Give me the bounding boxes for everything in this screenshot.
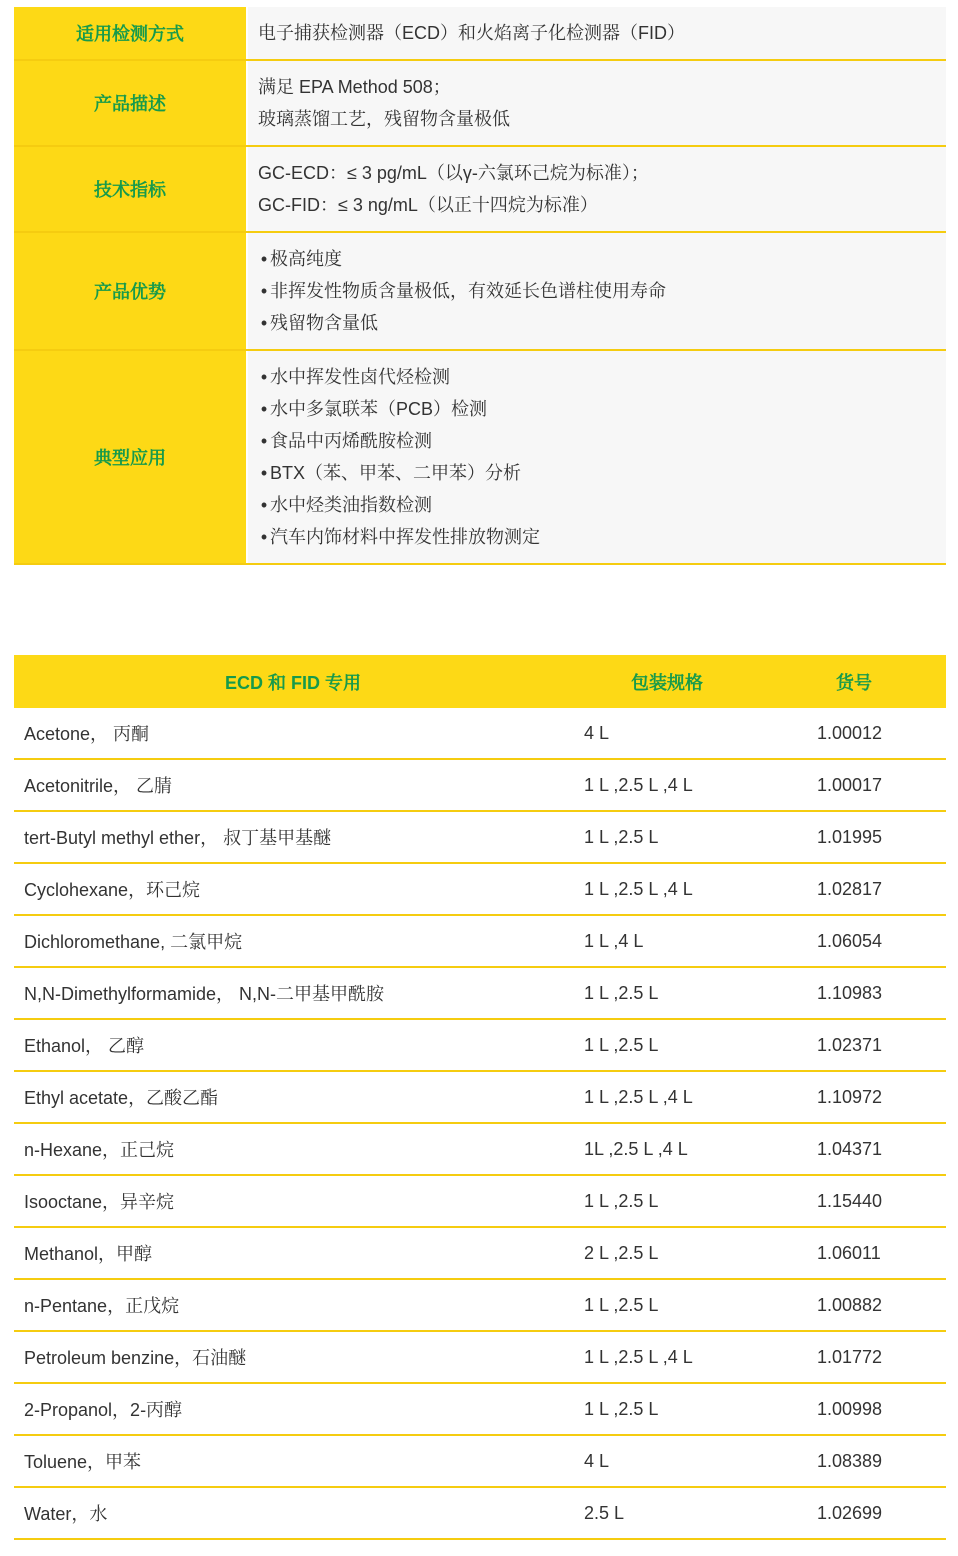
cell-package: 1 L ,2.5 L ,4 L: [584, 1346, 693, 1367]
spec-value: [248, 351, 946, 563]
cell-code: 1.00012: [817, 722, 883, 743]
cell-package: 1 L ,2.5 L: [584, 826, 659, 847]
cell-code: 1.02817: [817, 878, 883, 899]
bullet-dot: •: [260, 249, 268, 269]
bullet-item: [258, 521, 946, 553]
cell-package: 1 L ,2.5 L ,4 L: [584, 1086, 693, 1107]
bullet-dot: •: [260, 527, 268, 547]
cell-name: n-Hexane，正己烷: [24, 1140, 175, 1160]
table-row: [14, 1020, 946, 1072]
product-table: [14, 655, 946, 1540]
product-table-body: [14, 708, 946, 1540]
cell-package: 1 L ,2.5 L ,4 L: [584, 774, 693, 795]
header-package: 包装规格: [631, 672, 703, 693]
bullet-dot: •: [260, 313, 268, 333]
product-table-header: [14, 655, 946, 708]
spec-line: GC-ECD：≤ 3 pg/mL（以γ-六氯环己烷为标准）；: [258, 163, 649, 183]
bullet-dot: •: [260, 399, 268, 419]
cell-name: Acetonitrile， 乙腈: [24, 776, 173, 796]
cell-name: Water，水: [24, 1504, 108, 1524]
table-row: [14, 812, 946, 864]
spec-line: 电子捕获检测器（ECD）和火焰离子化检测器（FID）: [258, 23, 685, 43]
bullet-dot: •: [260, 281, 268, 301]
bullet-text: BTX（苯、甲苯、二甲苯）分析: [270, 463, 522, 483]
cell-code: 1.00882: [817, 1294, 883, 1315]
cell-name: Ethanol， 乙醇: [24, 1036, 145, 1056]
cell-package: 2.5 L: [584, 1502, 625, 1523]
table-row: [14, 1228, 946, 1280]
cell-code: 1.02371: [817, 1034, 883, 1055]
cell-name: Cyclohexane，环己烷: [24, 880, 201, 900]
bullet-text: 水中挥发性卤代烃检测: [270, 367, 450, 387]
spec-row-technical: [14, 147, 946, 233]
bullet-text: 水中烃类油指数检测: [270, 495, 432, 515]
spec-row-description: [14, 61, 946, 147]
cell-name: Dichloromethane, 二氯甲烷: [24, 932, 243, 952]
spec-row-advantages: [14, 233, 946, 351]
cell-package: 1 L ,2.5 L: [584, 982, 659, 1003]
cell-code: 1.01995: [817, 826, 883, 847]
bullet-item: [258, 307, 946, 339]
cell-code: 1.10983: [817, 982, 883, 1003]
spec-value: [248, 61, 946, 145]
spec-label: 典型应用: [14, 351, 246, 563]
cell-name: 2-Propanol，2-丙醇: [24, 1400, 183, 1420]
table-row: [14, 1072, 946, 1124]
cell-code: 1.06011: [817, 1242, 881, 1263]
spec-table: [14, 7, 946, 565]
cell-package: 4 L: [584, 722, 610, 743]
bullet-dot: •: [260, 495, 268, 515]
table-row: [14, 760, 946, 812]
table-row: [14, 968, 946, 1020]
spec-label: 产品描述: [14, 61, 246, 145]
cell-name: n-Pentane，正戊烷: [24, 1296, 180, 1316]
cell-code: 1.02699: [817, 1502, 883, 1523]
cell-name: N,N-Dimethylformamide， N,N-二甲基甲酰胺: [24, 984, 385, 1004]
cell-package: 1 L ,2.5 L: [584, 1190, 659, 1211]
cell-code: 1.15440: [817, 1190, 883, 1211]
bullet-dot: •: [260, 431, 268, 451]
cell-name: Ethyl acetate，乙酸乙酯: [24, 1088, 219, 1108]
cell-code: 1.06054: [817, 930, 883, 951]
cell-name: Isooctane，异辛烷: [24, 1192, 175, 1212]
bullet-item: [258, 361, 946, 393]
table-row: [14, 1488, 946, 1540]
header-code: 货号: [836, 672, 872, 693]
cell-package: 1 L ,2.5 L: [584, 1034, 659, 1055]
bullet-text: 汽车内饰材料中挥发性排放物测定: [270, 527, 540, 547]
spec-value: [248, 233, 946, 349]
cell-name: Petroleum benzine，石油醚: [24, 1348, 247, 1368]
table-row: [14, 1124, 946, 1176]
table-row: [14, 708, 946, 760]
cell-package: 1L ,2.5 L ,4 L: [584, 1138, 688, 1159]
spec-line: 满足 EPA Method 508；: [258, 77, 451, 97]
spec-label: 技术指标: [14, 147, 246, 231]
spec-value: [248, 7, 946, 59]
cell-code: 1.04371: [817, 1138, 883, 1159]
bullet-text: 水中多氯联苯（PCB）检测: [270, 399, 488, 419]
spec-line: 玻璃蒸馏工艺，残留物含量极低: [258, 109, 510, 129]
cell-package: 1 L ,2.5 L: [584, 1398, 659, 1419]
bullet-item: [258, 275, 946, 307]
table-row: [14, 1384, 946, 1436]
table-row: [14, 916, 946, 968]
table-row: [14, 864, 946, 916]
table-row: [14, 1176, 946, 1228]
bullet-text: 食品中丙烯酰胺检测: [270, 431, 432, 451]
cell-code: 1.08389: [817, 1450, 883, 1471]
cell-package: 2 L ,2.5 L: [584, 1242, 659, 1263]
spec-row-detection: [14, 7, 946, 61]
table-row: [14, 1332, 946, 1384]
cell-code: 1.00998: [817, 1398, 883, 1419]
bullet-dot: •: [260, 463, 268, 483]
cell-package: 1 L ,2.5 L: [584, 1294, 659, 1315]
cell-package: 4 L: [584, 1450, 610, 1471]
header-name: ECD 和 FID 专用: [224, 672, 361, 693]
table-row: [14, 1280, 946, 1332]
bullet-item: [258, 393, 946, 425]
bullet-item: [258, 243, 946, 275]
spec-value: [248, 147, 946, 231]
bullet-item: [258, 425, 946, 457]
cell-name: Methanol，甲醇: [24, 1244, 153, 1264]
bullet-text: 残留物含量低: [270, 313, 378, 333]
bullet-text: 非挥发性物质含量极低，有效延长色谱柱使用寿命: [270, 281, 666, 301]
cell-name: Toluene，甲苯: [24, 1452, 142, 1472]
spec-line: GC-FID：≤ 3 ng/mL（以正十四烷为标准）: [258, 195, 598, 215]
bullet-dot: •: [260, 367, 268, 387]
spec-label: 适用检测方式: [14, 7, 246, 59]
bullet-text: 极高纯度: [270, 249, 342, 269]
cell-name: tert-Butyl methyl ether， 叔丁基甲基醚: [24, 828, 332, 848]
bullet-item: [258, 457, 946, 489]
spec-label: 产品优势: [14, 233, 246, 349]
cell-code: 1.10972: [817, 1086, 883, 1107]
bullet-item: [258, 489, 946, 521]
cell-package: 1 L ,4 L: [584, 930, 644, 951]
cell-code: 1.00017: [817, 774, 883, 795]
cell-name: Acetone， 丙酮: [24, 724, 150, 744]
cell-code: 1.01772: [817, 1346, 883, 1367]
spec-row-applications: [14, 351, 946, 565]
table-row: [14, 1436, 946, 1488]
cell-package: 1 L ,2.5 L ,4 L: [584, 878, 693, 899]
